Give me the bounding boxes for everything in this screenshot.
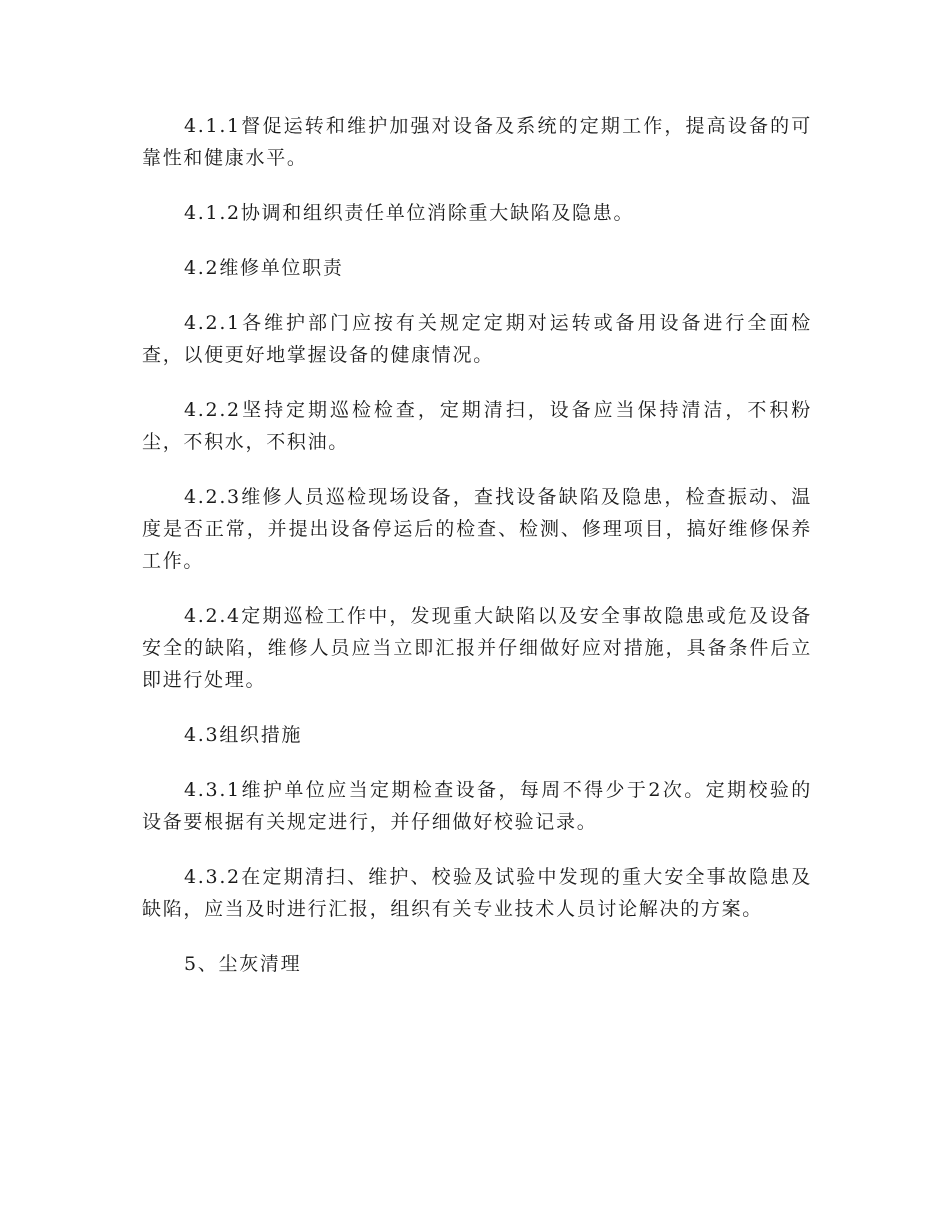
paragraph-4-1-1: 4.1.1督促运转和维护加强对设备及系统的定期工作，提高设备的可靠性和健康水平。 xyxy=(142,115,812,169)
paragraph-4-3-1: 4.3.1维护单位应当定期检查设备，每周不得少于2次。定期校验的设备要根据有关规定进行，并仔细做好校验记录。 xyxy=(142,779,812,833)
paragraph-4-1-2: 4.1.2协调和组织责任单位消除重大缺陷及隐患。 xyxy=(184,202,635,224)
section-heading-5: 5、尘灰清理 xyxy=(184,953,302,975)
document-page xyxy=(142,110,812,1003)
section-heading-4-3: 4.3组织措施 xyxy=(184,724,303,746)
paragraph-4-2-4: 4.2.4定期巡检工作中，发现重大缺陷以及安全事故隐患或危及设备安全的缺陷，维修人员应当立即汇报并仔细做好应对措施，具备条件后立即进行处理。 xyxy=(142,605,812,691)
paragraph-4-2-1: 4.2.1各维护部门应按有关规定定期对运转或备用设备进行全面检查，以便更好地掌握设备的健康情况。 xyxy=(142,312,812,366)
paragraph-4-2-3: 4.2.3维修人员巡检现场设备，查找设备缺陷及隐患，检查振动、温度是否正常，并提出设备停运后的检查、检测、修理项目，搞好维修保养工作。 xyxy=(142,486,812,572)
paragraph-4-3-2: 4.3.2在定期清扫、维护、校验及试验中发现的重大安全事故隐患及缺陷，应当及时进行汇报，组织有关专业技术人员讨论解决的方案。 xyxy=(142,866,812,920)
paragraph-4-2-2: 4.2.2坚持定期巡检检查，定期清扫，设备应当保持清洁，不积粉尘，不积水，不积油。 xyxy=(142,399,812,453)
section-heading-4-2: 4.2维修单位职责 xyxy=(184,257,344,279)
